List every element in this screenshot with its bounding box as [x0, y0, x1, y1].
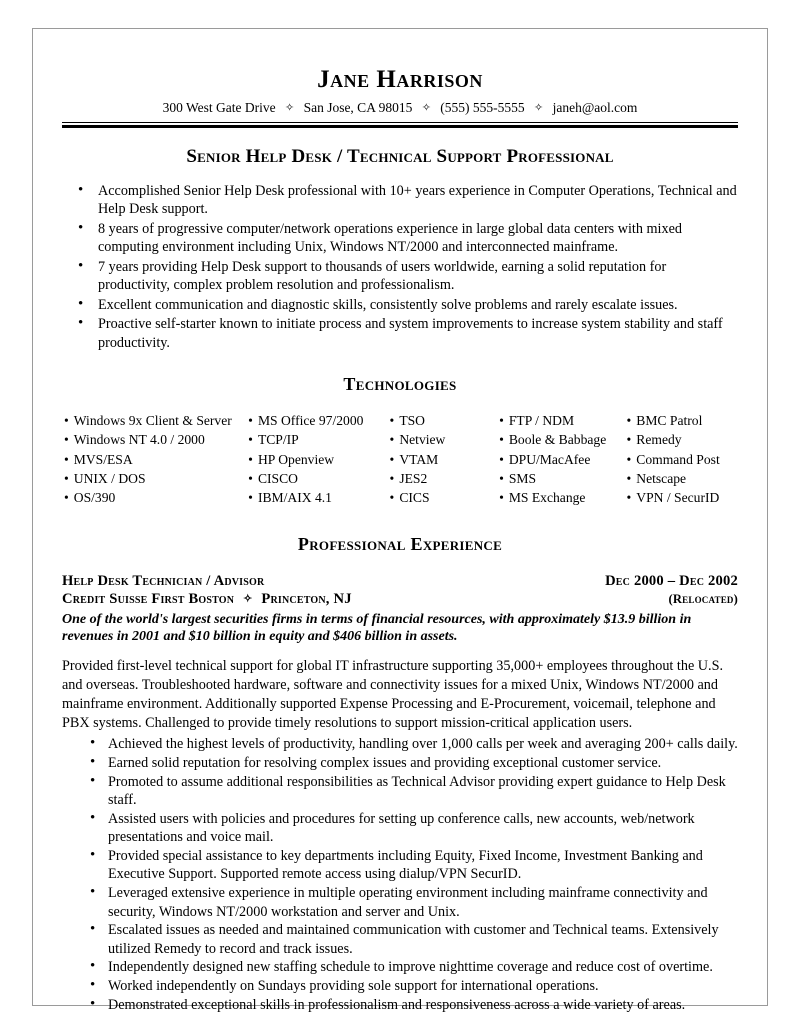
tech-item: • Netview — [390, 430, 500, 449]
tech-item: • FTP / NDM — [499, 411, 626, 430]
tech-item: • SMS — [499, 469, 626, 488]
tech-item: • MVS/ESA — [64, 450, 248, 469]
list-item: • Achieved the highest levels of productivity, handling over 1,000 calls per week and averaging 200+ calls daily. — [62, 735, 738, 754]
tech-item: • Netscape — [627, 469, 737, 488]
diamond-icon: ✧ — [243, 592, 253, 605]
page-title: Jane Harrison — [317, 66, 483, 93]
tech-item: • Boole & Babbage — [499, 430, 626, 449]
list-item: • Assisted users with policies and procedures for setting up conference calls, new accounts, web/network presentations and voice mail. — [62, 810, 738, 847]
tech-item: • OS/390 — [64, 488, 248, 507]
tech-column — [64, 411, 248, 507]
job-note: (Relocated) — [668, 591, 738, 606]
tech-column — [499, 411, 626, 507]
list-item: • Demonstrated exceptional skills in professionalism and responsiveness across a wide variety of areas. — [62, 996, 738, 1015]
tech-column — [627, 411, 737, 507]
tech-item: • Windows NT 4.0 / 2000 — [64, 430, 248, 449]
list-item: • 7 years providing Help Desk support to thousands of users worldwide, earning a solid reputation for productivity, complex problem resolution and professionalism. — [62, 258, 738, 295]
tech-item: • IBM/AIX 4.1 — [248, 488, 389, 507]
company-name: Credit Suisse First Boston — [62, 590, 235, 607]
section-title-technologies: Technologies — [343, 374, 457, 395]
contact-line — [62, 100, 738, 122]
contact-phone: (555) 555-5555 — [440, 100, 525, 115]
experience-entry — [62, 573, 738, 1015]
tech-item: • TSO — [390, 411, 500, 430]
resume-content — [62, 58, 738, 1014]
tech-item: • VPN / SecurID — [627, 488, 737, 507]
list-item: • Earned solid reputation for resolving complex issues and providing exceptional customer service. — [62, 754, 738, 773]
tech-column — [390, 411, 500, 507]
tech-item: • Remedy — [627, 430, 737, 449]
job-title-row — [62, 573, 738, 590]
tech-item: • TCP/IP — [248, 430, 389, 449]
job-company — [62, 591, 352, 608]
list-item: • Provided special assistance to key departments including Equity, Fixed Income, Investment Banking and Executive Support. Supported remote access using dialup/VPN SecurID. — [62, 847, 738, 884]
company-location: Princeton, NJ — [261, 590, 352, 607]
summary-list — [62, 182, 738, 352]
list-item: • Promoted to assume additional responsibilities as Technical Advisor providing expert guidance to Help Desk staff. — [62, 773, 738, 810]
tech-item: • Windows 9x Client & Server — [64, 411, 248, 430]
list-item: • Excellent communication and diagnostic skills, consistently solve problems and rarely escalate issues. — [62, 296, 738, 314]
job-role: Help Desk Technician / Advisor — [62, 572, 265, 589]
tech-item: • MS Office 97/2000 — [248, 411, 389, 430]
header-divider — [62, 122, 738, 128]
contact-city: San Jose, CA 98015 — [303, 100, 413, 115]
contact-email: janeh@aol.com — [552, 100, 638, 115]
tech-item: • CICS — [390, 488, 500, 507]
list-item: • Escalated issues as needed and maintained communication with customer and Technical teams. Extensively utilized Remedy to record and track issues. — [62, 921, 738, 958]
section-title-experience: Professional Experience — [297, 533, 503, 554]
job-summary-paragraph: Provided first-level technical support for global IT infrastructure supporting 35,000+ employees throughout the U.S. and overseas. Troubleshooted hardware, software and connectivity issues for a mixed Unix, Windows NT/2000 and mainframe environment. Additionally supported Expense Processing and E-Procurement, voicemail, telephone and PBX systems. Challenged to provide timely resolutions to support mission-critical application users. — [62, 658, 724, 731]
diamond-icon: ✧ — [534, 102, 544, 114]
list-item: • Worked independently on Sundays providing sole support for international operations. — [62, 977, 738, 996]
tech-item: • Command Post — [627, 450, 737, 469]
job-bullet-list — [62, 735, 738, 1014]
tech-item: • HP Openview — [248, 450, 389, 469]
diamond-icon: ✧ — [421, 102, 431, 114]
contact-address: 300 West Gate Drive — [162, 100, 276, 115]
tech-item: • MS Exchange — [499, 488, 626, 507]
tech-column — [248, 411, 389, 507]
list-item: • 8 years of progressive computer/network operations experience in large global data centers with mixed computing environment including Unix, Windows NT/2000 and interconnected mainframe. — [62, 220, 738, 257]
tech-item: • DPU/MacAfee — [499, 450, 626, 469]
list-item: • Accomplished Senior Help Desk professional with 10+ years experience in Computer Operations, Technical and Help Desk support. — [62, 182, 738, 219]
list-item: • Proactive self-starter known to initiate process and system improvements to increase system stability and staff productivity. — [62, 315, 738, 352]
company-blurb: One of the world's largest securities firms in terms of financial resources, with approximately $13.9 billion in revenues in 2001 and $10 billion in equity and $406 billion in assets. — [62, 611, 692, 645]
job-company-row — [62, 591, 738, 608]
job-dates: Dec 2000 – Dec 2002 — [605, 572, 738, 589]
tech-item: • VTAM — [390, 450, 500, 469]
list-item: • Independently designed new staffing schedule to improve nighttime coverage and reduce cost of overtime. — [62, 958, 738, 977]
tech-item: • BMC Patrol — [627, 411, 737, 430]
headline: Senior Help Desk / Technical Support Professional — [186, 146, 614, 167]
tech-item: • CISCO — [248, 469, 389, 488]
tech-item: • UNIX / DOS — [64, 469, 248, 488]
list-item: • Leveraged extensive experience in multiple operating environment including mainframe connectivity and security, Windows NT/2000 workstation and server and Unix. — [62, 884, 738, 921]
tech-item: • JES2 — [390, 469, 500, 488]
technologies-grid — [62, 411, 738, 507]
diamond-icon: ✧ — [284, 102, 295, 114]
